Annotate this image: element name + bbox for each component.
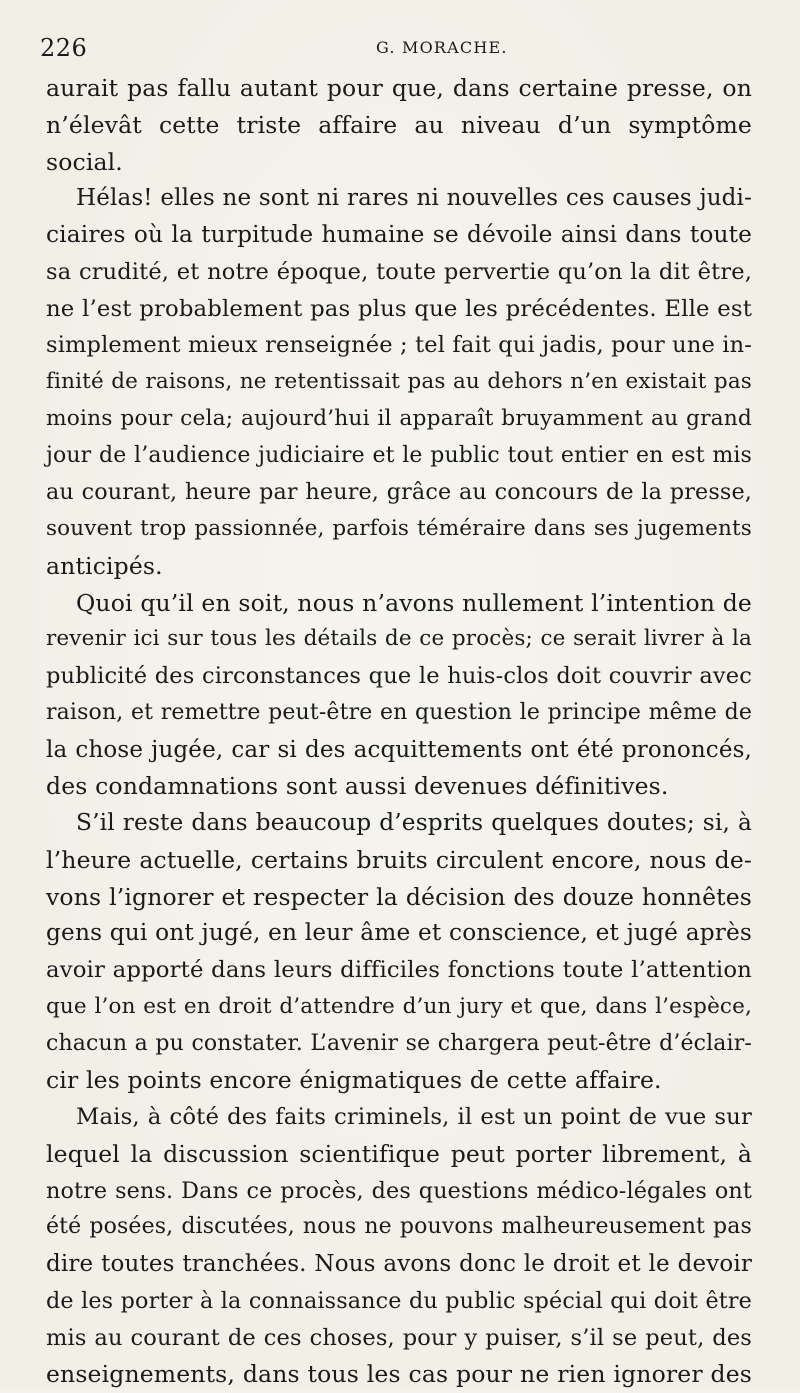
text-line bbox=[46, 474, 752, 511]
text-line bbox=[46, 768, 752, 805]
text-line-content: mis au courant de ces choses, pour y puiser, s’il se peut, des bbox=[46, 1324, 752, 1351]
text-line bbox=[46, 548, 752, 585]
text-line-content: S’il reste dans beaucoup d’esprits quelques doutes; si, à bbox=[76, 809, 752, 836]
text-line-content: finité de raisons, ne retentissait pas au dehors n’en existait pas bbox=[46, 369, 752, 394]
text-line bbox=[46, 1320, 752, 1357]
text-line-content: avoir apporté dans leurs difficiles fonctions toute l’attention bbox=[46, 957, 752, 983]
text-line-content: la chose jugée, car si des acquittements ont été prononcés, bbox=[46, 736, 752, 763]
text-line-content: ciaires où la turpitude humaine se dévoile ainsi dans toute bbox=[46, 221, 752, 248]
text-line bbox=[46, 254, 752, 291]
text-line bbox=[46, 695, 752, 732]
text-line bbox=[46, 511, 752, 548]
text-line bbox=[46, 1246, 752, 1283]
text-line bbox=[46, 401, 752, 438]
text-line bbox=[46, 879, 752, 916]
text-line bbox=[46, 1026, 752, 1063]
text-line bbox=[46, 989, 752, 1026]
text-line bbox=[46, 291, 752, 328]
text-line bbox=[46, 327, 752, 364]
text-line bbox=[46, 1356, 752, 1393]
text-line-content: aurait pas fallu autant pour que, dans certaine presse, on bbox=[46, 74, 752, 102]
text-line bbox=[46, 658, 752, 695]
text-line-content: ne l’est probablement pas plus que les précédentes. Elle est bbox=[46, 295, 752, 322]
text-line bbox=[46, 952, 752, 989]
text-line bbox=[46, 107, 752, 144]
text-line-content: au courant, heure par heure, grâce au concours de la presse, bbox=[46, 479, 752, 506]
text-line bbox=[46, 732, 752, 769]
text-line bbox=[46, 217, 752, 254]
text-line-content: vons l’ignorer et respecter la décision des douze honnêtes bbox=[46, 882, 752, 911]
text-line-content: lequel la discussion scientifique peut porter librement, à bbox=[46, 1139, 752, 1168]
text-line-content: enseignements, dans tous les cas pour ne rien ignorer des bbox=[46, 1360, 752, 1389]
text-line bbox=[46, 70, 752, 107]
text-line-content: Mais, à côté des faits criminels, il est un point de vue sur bbox=[76, 1104, 752, 1130]
text-line-content: anticipés. bbox=[46, 551, 163, 580]
text-line bbox=[46, 621, 752, 658]
text-line bbox=[46, 1136, 752, 1173]
text-line-content: n’élevât cette triste affaire au niveau d’un symptôme bbox=[46, 110, 752, 139]
text-line-content: Hélas! elles ne sont ni rares ni nouvelles ces causes judi- bbox=[76, 185, 752, 212]
text-line-content: jour de l’audience judiciaire et le public tout entier en est mis bbox=[46, 442, 752, 468]
text-line-content: l’heure actuelle, certains bruits circulent encore, nous de- bbox=[46, 845, 752, 874]
text-line-content: été posées, discutées, nous ne pouvons malheureusement pas bbox=[46, 1214, 752, 1240]
text-line-content: Quoi qu’il en soit, nous n’avons nullement l’intention de bbox=[76, 588, 752, 617]
text-line-content: de les porter à la connaissance du public spécial qui doit être bbox=[46, 1287, 752, 1314]
text-line-content: chacun a pu constater. L’avenir se chargera peut-être d’éclair- bbox=[46, 1030, 752, 1056]
page-number: 226 bbox=[40, 34, 88, 62]
text-line bbox=[46, 1173, 752, 1210]
text-line bbox=[46, 1099, 752, 1136]
text-line bbox=[46, 1209, 752, 1246]
text-line bbox=[46, 144, 752, 181]
text-line bbox=[46, 180, 752, 217]
running-head: G. MORACHE. bbox=[376, 38, 508, 57]
text-line-content: dire toutes tranchées. Nous avons donc le droit et le devoir bbox=[46, 1251, 752, 1277]
text-line-content: notre sens. Dans ce procès, des questions médico-légales ont bbox=[46, 1177, 752, 1204]
text-line bbox=[46, 1283, 752, 1320]
body-text bbox=[46, 70, 752, 1393]
text-line bbox=[46, 842, 752, 879]
text-line-content: gens qui ont jugé, en leur âme et conscience, et jugé après bbox=[46, 919, 752, 947]
text-line-content: simplement mieux renseignée ; tel fait qui jadis, pour une in- bbox=[46, 332, 752, 359]
text-line bbox=[46, 585, 752, 622]
text-line-content: moins pour cela; aujourd’hui il apparaît bruyamment au grand bbox=[46, 405, 752, 431]
text-line-content: sa crudité, et notre époque, toute pervertie qu’on la dit être, bbox=[46, 258, 752, 285]
text-line-content: cir les points encore énigmatiques de cette affaire. bbox=[46, 1066, 662, 1095]
text-line bbox=[46, 805, 752, 842]
text-line-content: revenir ici sur tous les détails de ce procès; ce serait livrer à la bbox=[46, 626, 752, 652]
text-line-content: souvent trop passionnée, parfois téméraire dans ses jugements bbox=[46, 516, 752, 541]
text-line-content: raison, et remettre peut-être en question le principe même de bbox=[46, 699, 752, 725]
text-line bbox=[46, 1062, 752, 1099]
text-line-content: que l’on est en droit d’attendre d’un jury et que, dans l’espèce, bbox=[46, 993, 752, 1019]
text-line bbox=[46, 364, 752, 401]
text-line-content: des condamnations sont aussi devenues définitives. bbox=[46, 772, 669, 801]
text-line bbox=[46, 915, 752, 952]
text-line bbox=[46, 438, 752, 475]
text-line-content: social. bbox=[46, 147, 123, 176]
text-line-content: publicité des circonstances que le huis-clos doit couvrir avec bbox=[46, 663, 752, 689]
page-header bbox=[40, 34, 760, 64]
